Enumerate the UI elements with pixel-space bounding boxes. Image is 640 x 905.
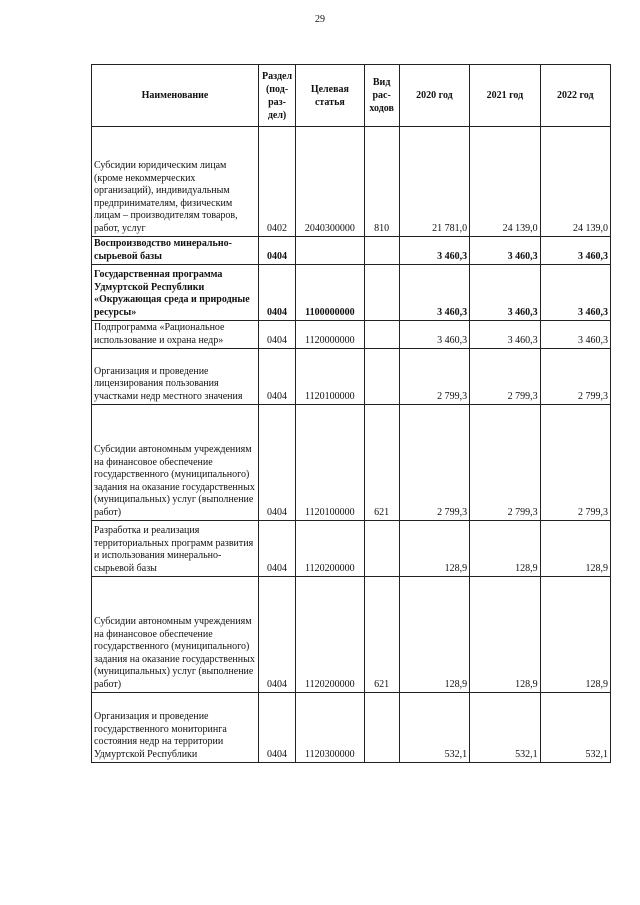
header-row	[92, 65, 611, 127]
row-2022: 3 460,3	[540, 237, 610, 265]
row-name: Субсидии автономным учреждениям на финансовое обеспечение государственного (муниципального) задания на оказание государственных (муниципальных) услуг (выполнение работ)	[92, 405, 259, 521]
row-2021: 3 460,3	[470, 237, 540, 265]
row-2021: 128,9	[470, 577, 540, 693]
row-kind	[364, 237, 399, 265]
row-2021: 2 799,3	[470, 405, 540, 521]
row-2020: 2 799,3	[399, 349, 469, 405]
row-2022: 2 799,3	[540, 349, 610, 405]
row-2020: 128,9	[399, 521, 469, 577]
row-2022: 2 799,3	[540, 405, 610, 521]
row-2022: 532,1	[540, 693, 610, 763]
row-2020: 2 799,3	[399, 405, 469, 521]
row-2021: 24 139,0	[470, 127, 540, 237]
row-2020: 3 460,3	[399, 321, 469, 349]
row-2022: 128,9	[540, 577, 610, 693]
row-2020: 21 781,0	[399, 127, 469, 237]
row-section: 0404	[258, 521, 295, 577]
row-target: 1120200000	[296, 577, 364, 693]
row-section: 0402	[258, 127, 295, 237]
row-2020: 532,1	[399, 693, 469, 763]
row-2021: 532,1	[470, 693, 540, 763]
row-name: Государственная программа Удмуртской Республики «Окружающая среда и природные ресурсы»	[92, 265, 259, 321]
header-section: Раздел (под-раз-дел)	[258, 65, 295, 127]
row-2020: 128,9	[399, 577, 469, 693]
row-name: Субсидии автономным учреждениям на финансовое обеспечение государственного (муниципального) задания на оказание государственных (муниципальных) услуг (выполнение работ)	[92, 577, 259, 693]
row-target	[296, 237, 364, 265]
row-kind: 621	[364, 577, 399, 693]
row-section: 0404	[258, 349, 295, 405]
row-target: 1120100000	[296, 405, 364, 521]
row-name: Воспроизводство минерально-сырьевой базы	[92, 237, 259, 265]
row-2021: 2 799,3	[470, 349, 540, 405]
row-target: 1120200000	[296, 521, 364, 577]
row-kind	[364, 265, 399, 321]
row-kind	[364, 321, 399, 349]
row-2021: 3 460,3	[470, 265, 540, 321]
row-target: 1120000000	[296, 321, 364, 349]
row-section: 0404	[258, 321, 295, 349]
row-target: 1120100000	[296, 349, 364, 405]
row-section: 0404	[258, 577, 295, 693]
row-2022: 24 139,0	[540, 127, 610, 237]
header-2022: 2022 год	[540, 65, 610, 127]
header-2020: 2020 год	[399, 65, 469, 127]
table-row	[92, 265, 611, 321]
row-kind	[364, 521, 399, 577]
row-kind	[364, 349, 399, 405]
table-row	[92, 321, 611, 349]
row-name: Организация и проведение лицензирования пользования участками недр местного значения	[92, 349, 259, 405]
header-name: Наименование	[92, 65, 259, 127]
table-row	[92, 693, 611, 763]
budget-table	[91, 64, 611, 763]
row-name: Подпрограмма «Рациональное использование и охрана недр»	[92, 321, 259, 349]
row-target: 2040300000	[296, 127, 364, 237]
row-2022: 3 460,3	[540, 265, 610, 321]
table-row	[92, 237, 611, 265]
row-2022: 128,9	[540, 521, 610, 577]
header-2021: 2021 год	[470, 65, 540, 127]
row-section: 0404	[258, 405, 295, 521]
row-2020: 3 460,3	[399, 265, 469, 321]
table-row	[92, 405, 611, 521]
row-name: Разработка и реализация территориальных программ развития и использования минерально-сырьевой базы	[92, 521, 259, 577]
row-kind: 621	[364, 405, 399, 521]
row-2021: 3 460,3	[470, 321, 540, 349]
row-kind	[364, 693, 399, 763]
header-kind: Вид рас-ходов	[364, 65, 399, 127]
table-row	[92, 521, 611, 577]
row-2021: 128,9	[470, 521, 540, 577]
row-target: 1100000000	[296, 265, 364, 321]
row-name: Субсидии юридическим лицам (кроме некоммерческих организаций), индивидуальным предпринимателям, физическим лицам – производителям товаров, работ, услуг	[92, 127, 259, 237]
row-name: Организация и проведение государственного мониторинга состояния недр на территории Удмуртской Республики	[92, 693, 259, 763]
row-kind: 810	[364, 127, 399, 237]
row-section: 0404	[258, 693, 295, 763]
row-target: 1120300000	[296, 693, 364, 763]
page-number: 29	[315, 14, 325, 25]
row-2022: 3 460,3	[540, 321, 610, 349]
table-row	[92, 127, 611, 237]
row-2020: 3 460,3	[399, 237, 469, 265]
header-target: Целевая статья	[296, 65, 364, 127]
row-section: 0404	[258, 237, 295, 265]
table-row	[92, 577, 611, 693]
table-row	[92, 349, 611, 405]
row-section: 0404	[258, 265, 295, 321]
